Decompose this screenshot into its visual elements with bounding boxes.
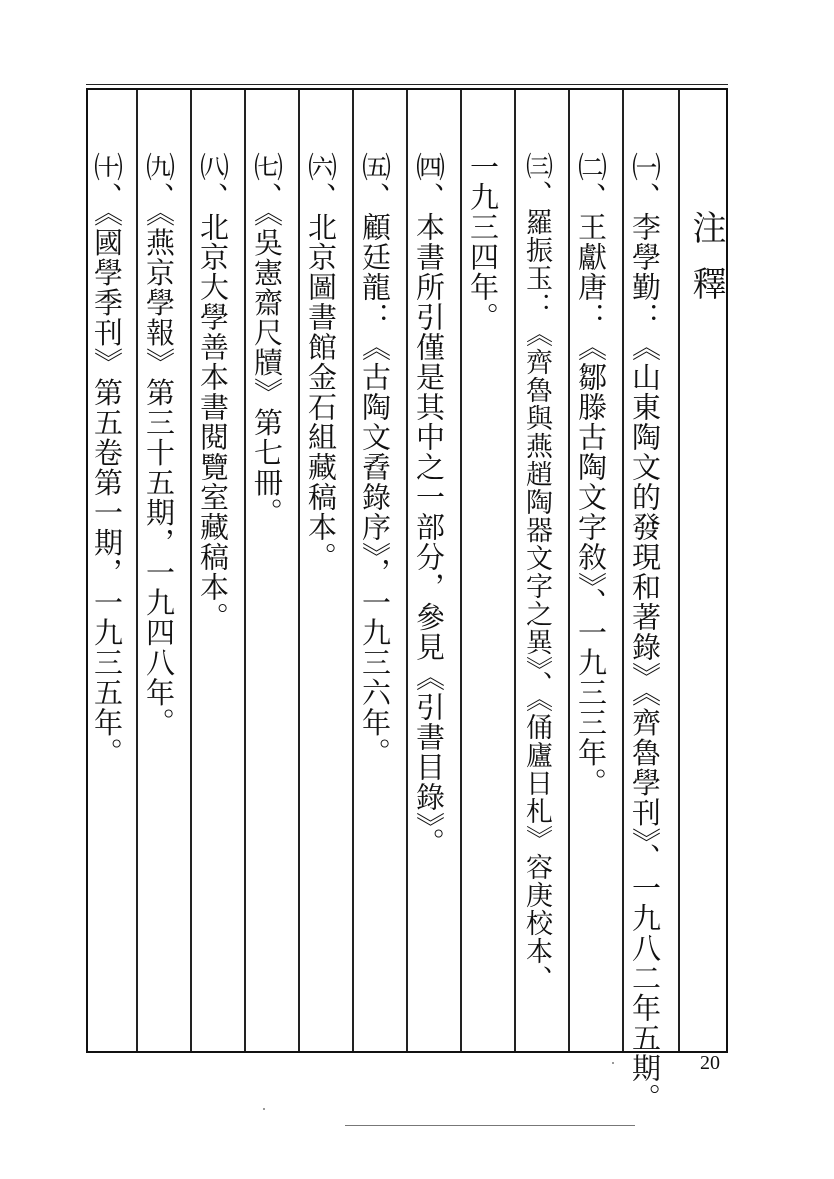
scan-speck [612,1062,614,1064]
scan-speck [263,1108,265,1110]
column-divider [514,90,516,1051]
column-divider [136,90,138,1051]
column-divider [190,90,192,1051]
note-7: ㈦、《吳憲齋尺牘》第七冊。 [250,152,284,528]
note-1: ㈠、李學勤：《山東陶文的發現和著錄》《齊魯學刊》、一九八二年五期。 [628,152,662,1113]
note-6: ㈥、北京圖書館金石組藏稿本。 [304,152,338,572]
note-10: ㈩、《國學季刊》第五卷第一期，一九三五年。 [90,152,124,768]
page-number: 20 [700,1052,720,1074]
column-divider [406,90,408,1051]
column-divider [298,90,300,1051]
bottom-rule [345,1125,635,1126]
note-5: ㈤、顧廷龍：《古陶文孴錄序》，一九三六年。 [358,152,392,768]
column-divider [568,90,570,1051]
top-rule [86,84,728,85]
column-divider [678,90,680,1051]
note-3-continued: 一九三四年。 [466,152,500,332]
column-divider [244,90,246,1051]
note-8: ㈧、北京大學善本書閱覽室藏稿本。 [196,152,230,632]
note-9: ㈨、《燕京學報》第三十五期，一九四八年。 [142,152,176,738]
note-2: ㈡、王獻唐：《鄒滕古陶文字敘》、一九三三年。 [574,152,608,798]
column-divider [460,90,462,1051]
page-title: 注釋 [686,210,726,322]
column-divider [622,90,624,1051]
note-4: ㈣、本書所引僅是其中之一部分，參見《引書目錄》。 [412,152,446,858]
column-divider [352,90,354,1051]
note-3: ㈢、羅振玉：《齊魯與燕趙陶器文字之異》、《俑廬日札》容庚校本、 [521,152,552,993]
